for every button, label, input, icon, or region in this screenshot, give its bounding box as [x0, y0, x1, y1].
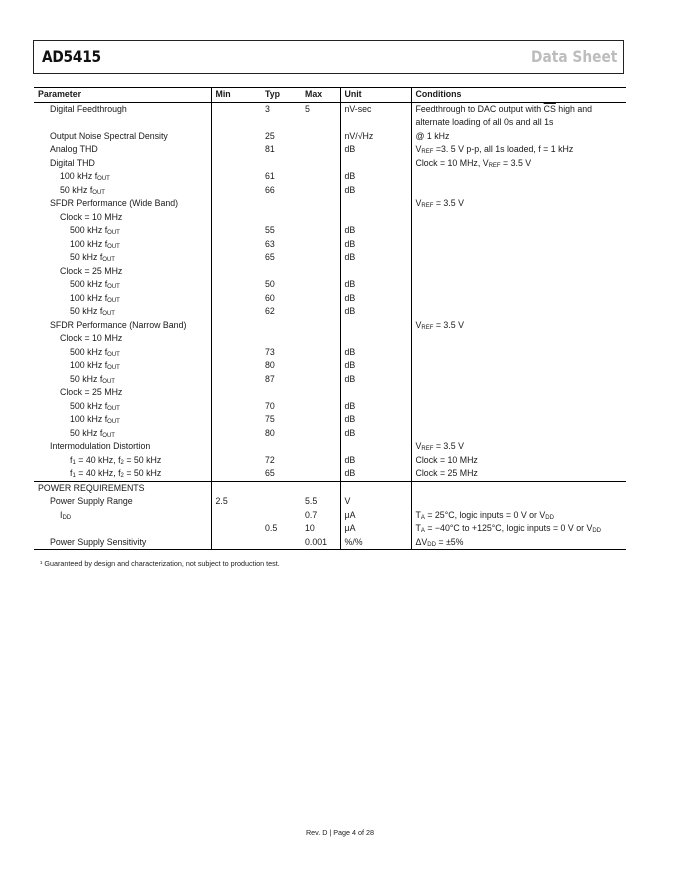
page-header	[33, 40, 624, 74]
cell-unit: dB	[340, 292, 411, 306]
page-footer: Rev. D | Page 4 of 28	[305, 828, 375, 837]
table-row	[34, 278, 626, 292]
cell-max	[301, 170, 340, 184]
table-row	[34, 251, 626, 265]
cell-typ	[261, 495, 301, 509]
table-row	[34, 509, 626, 523]
cell-max	[301, 400, 340, 414]
cell-unit: dB	[340, 184, 411, 198]
cell-cond	[411, 359, 626, 373]
cell-typ	[261, 481, 301, 495]
cell-unit	[340, 319, 411, 333]
cell-min	[211, 400, 261, 414]
cell-cond: $V_{REF} = 3.5$ V	[411, 319, 626, 333]
cell-min	[211, 373, 261, 387]
table-body	[34, 102, 626, 550]
cell-typ	[261, 157, 301, 171]
table-row	[34, 265, 626, 279]
table-row	[34, 373, 626, 387]
cell-cond	[411, 346, 626, 360]
cell-max	[301, 346, 340, 360]
cell-min	[211, 130, 261, 144]
cell-min	[211, 454, 261, 468]
table-row	[34, 319, 626, 333]
cell-param: Clock = 25 MHz	[60, 387, 123, 397]
table-row	[34, 184, 626, 198]
cell-max	[301, 467, 340, 481]
cell-typ: 87	[265, 373, 275, 384]
cell-max	[301, 184, 340, 198]
table-row	[34, 359, 626, 373]
cell-cond	[411, 332, 626, 346]
cell-max	[301, 454, 340, 468]
cell-min	[211, 238, 261, 252]
cell-cond	[411, 386, 626, 400]
cell-param: $f_1 = 40$ kHz, $f_2 = 50$ kHz	[70, 454, 162, 466]
cell-cond	[411, 170, 626, 184]
cell-param: 500 kHz $f_{OUT}$	[70, 346, 120, 358]
cell-param: Clock = 10 MHz	[60, 211, 123, 222]
cell-typ: 63	[265, 238, 275, 249]
cell-param: 100 kHz $f_{OUT}$	[70, 414, 120, 425]
cell-param: 50 kHz $f_{OUT}$	[70, 427, 115, 439]
col-header-typ: Typ	[261, 88, 301, 102]
cell-unit	[340, 211, 411, 225]
cell-max	[301, 359, 340, 373]
cell-typ: 81	[265, 144, 275, 154]
cell-param: Digital THD	[50, 157, 95, 168]
cell-max	[301, 305, 340, 319]
cell-unit: dB	[340, 373, 411, 387]
cell-min	[211, 170, 261, 184]
col-header-conditions: Conditions	[411, 88, 626, 102]
cell-typ	[261, 211, 301, 225]
cell-unit: dB	[340, 238, 411, 252]
cell-max	[301, 319, 340, 333]
cell-typ	[261, 536, 301, 550]
table-row	[34, 292, 626, 306]
table-row	[34, 440, 626, 454]
table-row	[34, 332, 626, 346]
cell-param: 100 kHz $f_{OUT}$	[70, 292, 120, 304]
table-row	[34, 197, 626, 211]
table-row	[34, 400, 626, 414]
cell-unit: dB	[340, 454, 411, 468]
cell-typ: 61	[265, 171, 275, 181]
cell-max	[301, 413, 340, 427]
table-row	[34, 536, 626, 550]
cell-param: Intermodulation Distortion	[50, 441, 151, 451]
cell-min	[211, 319, 261, 333]
cell-cond: $T_A = -40^\circ C$ to +125°C, logic inputs = 0 V or $V_{DD}$	[411, 522, 626, 536]
cell-param	[34, 522, 211, 536]
table-row	[34, 143, 626, 157]
cell-cond	[411, 238, 626, 252]
cell-param: Clock = 10 MHz	[60, 333, 123, 343]
cell-param: 50 kHz $f_{OUT}$	[70, 252, 115, 263]
spec-table	[34, 88, 626, 550]
cell-unit: dB	[340, 305, 411, 319]
table-row	[34, 467, 626, 481]
cell-cond: Clock = 10 MHz	[411, 454, 626, 468]
cell-cond	[411, 481, 626, 495]
cell-param: Analog THD	[50, 144, 98, 154]
cell-unit	[340, 332, 411, 346]
cell-min	[211, 143, 261, 157]
cell-max	[301, 440, 340, 454]
cell-max	[301, 332, 340, 346]
cell-max	[301, 143, 340, 157]
cell-cond	[411, 495, 626, 509]
cell-cond: $T_A = 25^\circ C$, logic inputs = 0 V or $V_{DD}$	[411, 509, 626, 523]
cell-typ	[261, 319, 301, 333]
table-row	[34, 522, 626, 536]
cell-min	[211, 427, 261, 441]
cell-cond	[411, 305, 626, 319]
cell-typ	[261, 440, 301, 454]
cell-cond	[411, 184, 626, 198]
cell-typ	[261, 509, 301, 523]
cell-unit	[340, 197, 411, 211]
cell-unit: dB	[340, 170, 411, 184]
cell-param: 50 kHz $f_{OUT}$	[60, 184, 105, 196]
cell-max	[301, 386, 340, 400]
cell-param: 100 kHz $f_{OUT}$	[70, 360, 120, 371]
cell-param: 100 kHz $f_{OUT}$	[60, 171, 110, 182]
table-row	[34, 346, 626, 360]
footnote: ¹ Guaranteed by design and characterization, not subject to production test.	[40, 559, 280, 568]
cell-min	[211, 413, 261, 427]
cell-typ	[261, 265, 301, 279]
cell-max	[301, 157, 340, 171]
cell-unit: dB	[340, 413, 411, 427]
table-row	[34, 102, 626, 130]
cell-min	[211, 509, 261, 523]
cell-cond	[411, 211, 626, 225]
cell-cond: Feedthrough to DAC output with $\overline{CS}$ high and alternate loading of all 0s and all 1s	[411, 102, 626, 130]
cell-unit: dB	[340, 400, 411, 414]
cell-min: 2.5	[211, 495, 261, 509]
cell-param: Output Noise Spectral Density	[50, 130, 168, 141]
cell-cond	[411, 278, 626, 292]
cell-min	[211, 359, 261, 373]
cell-cond: $V_{REF} = 3.5$ V	[411, 440, 626, 454]
cell-typ: 75	[265, 414, 275, 424]
cell-max: 5.5	[305, 496, 318, 506]
cell-typ: 0.5	[265, 523, 278, 533]
cell-max	[301, 373, 340, 387]
cell-unit: μA	[340, 509, 411, 523]
table-row	[34, 170, 626, 184]
cell-param: Power Supply Range	[50, 496, 133, 506]
cell-min	[211, 440, 261, 454]
cell-max	[301, 481, 340, 495]
cell-max	[301, 211, 340, 225]
cell-min	[211, 292, 261, 306]
cell-typ: 72	[265, 454, 275, 465]
cell-param: $I_{DD}$	[60, 509, 72, 521]
cell-unit: nV-sec	[340, 102, 411, 130]
table-header-row	[34, 88, 626, 102]
cell-min	[211, 224, 261, 238]
cell-typ: 62	[265, 306, 275, 316]
cell-unit: μA	[340, 522, 411, 536]
cell-param: 500 kHz $f_{OUT}$	[70, 400, 120, 412]
cell-unit: nV/√Hz	[340, 130, 411, 144]
col-header-max: Max	[301, 88, 340, 102]
cell-unit: dB	[340, 224, 411, 238]
cell-max	[301, 197, 340, 211]
cell-param: SFDR Performance (Narrow Band)	[50, 319, 187, 330]
cell-cond: $\Delta V_{DD} = \pm 5\%$	[411, 536, 626, 550]
cell-cond	[411, 400, 626, 414]
cell-unit: %/%	[340, 536, 411, 550]
cell-unit: dB	[340, 359, 411, 373]
cell-param: Clock = 25 MHz	[60, 265, 123, 276]
cell-cond	[411, 373, 626, 387]
cell-param: Digital Feedthrough	[50, 103, 127, 114]
cell-cond	[411, 265, 626, 279]
col-header-parameter: Parameter	[34, 88, 211, 102]
cell-cond: $V_{REF} =3$. 5 V p-p, all 1s loaded, f = 1 kHz	[411, 143, 626, 157]
cell-min	[211, 197, 261, 211]
table-row	[34, 211, 626, 225]
cell-param: 50 kHz $f_{OUT}$	[70, 373, 115, 385]
cell-min	[211, 278, 261, 292]
cell-unit: dB	[340, 143, 411, 157]
cell-max	[301, 265, 340, 279]
cell-min	[211, 157, 261, 171]
table-row	[34, 130, 626, 144]
table-row	[34, 427, 626, 441]
cell-typ: 25	[265, 130, 275, 141]
col-header-min: Min	[211, 88, 261, 102]
cell-min	[211, 467, 261, 481]
cell-cond	[411, 413, 626, 427]
table-row	[34, 413, 626, 427]
cell-param: 500 kHz $f_{OUT}$	[70, 279, 120, 290]
cell-min	[211, 265, 261, 279]
cell-min	[211, 184, 261, 198]
cell-param: 500 kHz $f_{OUT}$	[70, 225, 120, 236]
cell-param: 50 kHz $f_{OUT}$	[70, 306, 115, 317]
cell-typ: 80	[265, 427, 275, 438]
table-row	[34, 305, 626, 319]
cell-unit: V	[340, 495, 411, 509]
cell-max	[301, 238, 340, 252]
cell-unit	[340, 440, 411, 454]
cell-cond: @ 1 kHz	[411, 130, 626, 144]
cell-max	[301, 292, 340, 306]
table-row	[34, 224, 626, 238]
cell-param: POWER REQUIREMENTS	[34, 481, 211, 495]
cell-max: 10	[305, 523, 315, 533]
cell-max: 5	[305, 103, 310, 114]
table-row	[34, 157, 626, 171]
cell-param: SFDR Performance (Wide Band)	[50, 198, 179, 208]
cell-min	[211, 522, 261, 536]
cell-typ: 73	[265, 346, 275, 357]
table-row	[34, 386, 626, 400]
doc-type: Data Sheet	[530, 47, 617, 66]
cell-typ: 50	[265, 279, 275, 289]
cell-typ: 55	[265, 225, 275, 235]
cell-unit	[340, 481, 411, 495]
cell-cond: Clock = 10 MHz, $V_{REF} = 3.5$ V	[411, 157, 626, 171]
cell-typ	[261, 332, 301, 346]
cell-typ: 80	[265, 360, 275, 370]
cell-min	[211, 386, 261, 400]
table-row	[34, 495, 626, 509]
cell-typ	[261, 197, 301, 211]
cell-typ: 66	[265, 184, 275, 195]
cell-unit: dB	[340, 251, 411, 265]
cell-cond: Clock = 25 MHz	[411, 467, 626, 481]
cell-unit: dB	[340, 278, 411, 292]
part-number: AD5415	[42, 47, 101, 66]
cell-unit: dB	[340, 467, 411, 481]
cell-cond	[411, 251, 626, 265]
cell-typ: 65	[265, 468, 275, 478]
cell-cond: $V_{REF} = 3.5$ V	[411, 197, 626, 211]
cell-max	[301, 130, 340, 144]
cell-typ: 70	[265, 400, 275, 411]
cell-min	[211, 305, 261, 319]
table-row	[34, 238, 626, 252]
cell-cond	[411, 427, 626, 441]
cell-typ	[261, 386, 301, 400]
cell-typ: 65	[265, 252, 275, 262]
col-header-unit: Unit	[340, 88, 411, 102]
table-row	[34, 454, 626, 468]
cell-max	[301, 427, 340, 441]
cell-min	[211, 102, 261, 130]
section-row	[34, 481, 626, 495]
cell-unit: dB	[340, 427, 411, 441]
cell-typ: 60	[265, 292, 275, 303]
cell-max: 0.001	[301, 536, 340, 550]
cell-unit	[340, 265, 411, 279]
cell-param: Power Supply Sensitivity	[34, 536, 211, 550]
cell-min	[211, 332, 261, 346]
cell-max	[301, 278, 340, 292]
cell-param: $f_1 = 40$ kHz, $f_2 = 50$ kHz	[70, 468, 162, 479]
cell-unit	[340, 157, 411, 171]
cell-param: 100 kHz $f_{OUT}$	[70, 238, 120, 250]
cell-cond	[411, 224, 626, 238]
cell-min	[211, 481, 261, 495]
cell-max	[301, 224, 340, 238]
cell-min	[211, 251, 261, 265]
cell-max	[301, 251, 340, 265]
cell-min	[211, 346, 261, 360]
cell-unit: dB	[340, 346, 411, 360]
cell-min	[211, 211, 261, 225]
cell-max: 0.7	[305, 509, 318, 520]
cell-cond	[411, 292, 626, 306]
cell-min	[211, 536, 261, 550]
cell-unit	[340, 386, 411, 400]
cell-typ: 3	[265, 103, 270, 114]
